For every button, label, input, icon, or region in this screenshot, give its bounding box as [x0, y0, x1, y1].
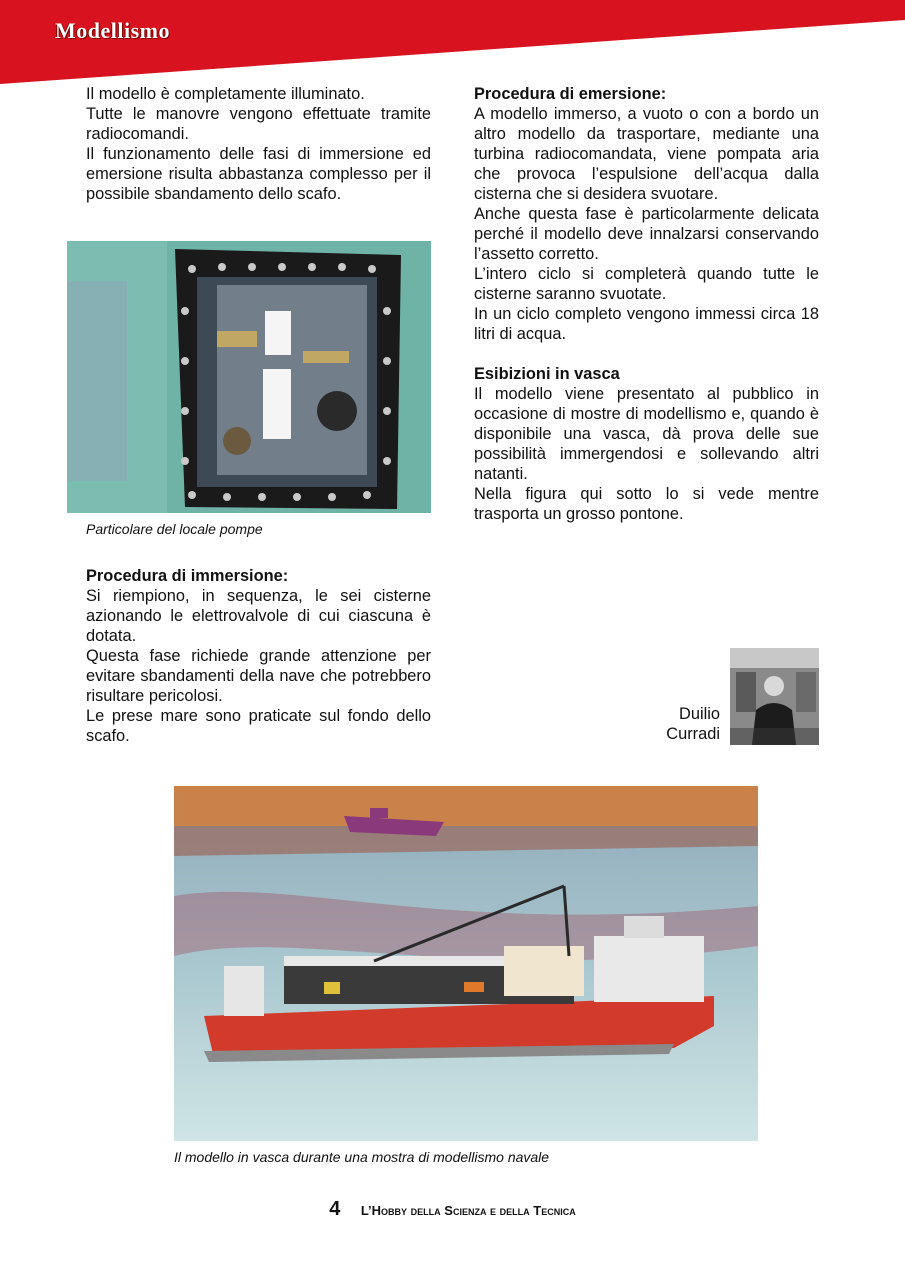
left-intro — [86, 84, 431, 204]
emersion-paragraph: In un ciclo completo vengono immessi circa 18 litri di acqua. — [474, 305, 819, 343]
exhibitions-heading: Esibizioni in vasca — [474, 365, 620, 383]
magazine-title: L’Hobby della Scienza e della Tecnica — [360, 1203, 576, 1218]
pump-room-photo — [67, 241, 431, 513]
immersion-section — [86, 566, 431, 746]
immersion-heading: Procedura di immersione: — [86, 567, 289, 585]
author-first-name: Duilio — [679, 705, 720, 723]
intro-paragraph: Il modello è completamente illuminato. — [86, 85, 365, 103]
emersion-paragraph: L’intero ciclo si completerà quando tutte le cisterne saranno svuotate. — [474, 265, 819, 303]
pool-caption: Il modello in vasca durante una mostra di modellismo navale — [174, 1149, 550, 1165]
exhibitions-paragraph: Nella figura qui sotto lo si vede mentre trasporta un grosso pontone. — [474, 485, 819, 523]
author-last-name: Curradi — [666, 725, 720, 743]
author-name — [640, 704, 720, 744]
author-photo — [730, 648, 819, 745]
immersion-paragraph: Questa fase richiede grande attenzione per evitare sbandamenti della nave che potrebbero risultare pericolosi. — [86, 647, 431, 705]
page-footer — [0, 1198, 905, 1221]
exhibitions-paragraph: Il modello viene presentato al pubblico in occasione di mostre di modellismo e, quando è disponibile una vasca, dà prova delle sue possibilità immergendosi e sollevando altri natanti. — [474, 385, 819, 483]
intro-paragraph: Tutte le manovre vengono effettuate tramite radiocomandi. — [86, 105, 431, 143]
right-column — [474, 84, 819, 524]
emersion-paragraph: A modello immerso, a vuoto o con a bordo un altro modello da trasportare, mediante una turbina radiocomandata, viene pompata aria che provoca l’espulsione dell’acqua dalla cisterna che si desidera svuotare. — [474, 105, 819, 203]
immersion-paragraph: Le prese mare sono praticate sul fondo dello scafo. — [86, 707, 431, 745]
page-number: 4 — [329, 1198, 341, 1220]
immersion-paragraph: Si riempiono, in sequenza, le sei cisterne azionando le elettrovalvole di cui ciascuna è dotata. — [86, 587, 431, 645]
pump-room-caption: Particolare del locale pompe — [86, 521, 263, 537]
emersion-paragraph: Anche questa fase è particolarmente delicata perché il modello deve innalzarsi conservando l’assetto corretto. — [474, 205, 819, 263]
section-title: Modellismo — [55, 18, 170, 43]
intro-paragraph: Il funzionamento delle fasi di immersione ed emersione risulta abbastanza complesso per il possibile sbandamento dello scafo. — [86, 145, 431, 203]
emersion-heading: Procedura di emersione: — [474, 85, 667, 103]
pool-photo — [174, 786, 758, 1141]
